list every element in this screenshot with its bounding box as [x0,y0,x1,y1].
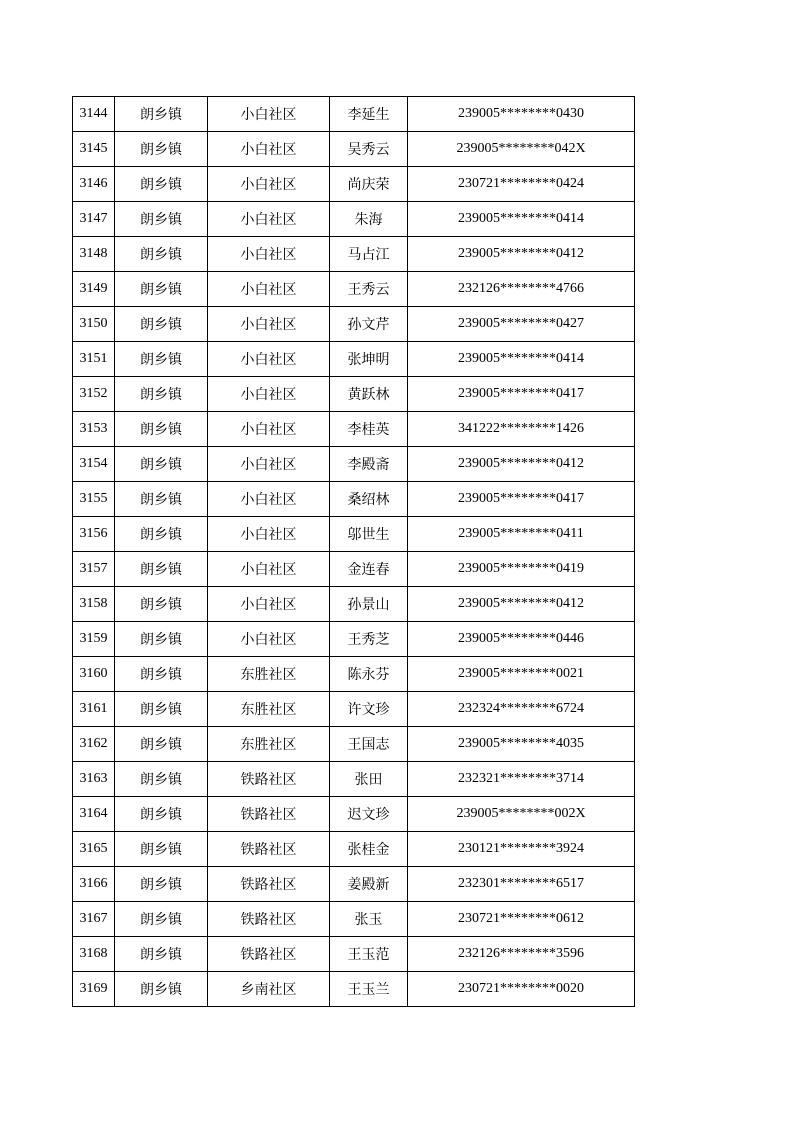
cell-id-number: 230721********0424 [408,167,635,202]
cell-town: 朗乡镇 [115,97,208,132]
cell-id-number: 239005********0414 [408,342,635,377]
cell-town: 朗乡镇 [115,937,208,972]
cell-person-name: 王玉范 [330,937,408,972]
cell-community: 铁路社区 [208,797,330,832]
cell-person-name: 陈永芬 [330,657,408,692]
table-row [73,342,635,377]
cell-person-name: 尚庆荣 [330,167,408,202]
cell-serial-number: 3144 [73,97,115,132]
cell-person-name: 王国志 [330,727,408,762]
cell-person-name: 黄跃林 [330,377,408,412]
table-row [73,692,635,727]
cell-community: 东胜社区 [208,692,330,727]
cell-id-number: 239005********0414 [408,202,635,237]
cell-id-number: 239005********0419 [408,552,635,587]
cell-town: 朗乡镇 [115,272,208,307]
cell-id-number: 232324********6724 [408,692,635,727]
cell-id-number: 230721********0612 [408,902,635,937]
cell-person-name: 张桂金 [330,832,408,867]
cell-person-name: 李延生 [330,97,408,132]
table-row [73,377,635,412]
table-row [73,237,635,272]
cell-serial-number: 3156 [73,517,115,552]
cell-community: 铁路社区 [208,937,330,972]
cell-id-number: 239005********4035 [408,727,635,762]
table-row [73,167,635,202]
cell-community: 铁路社区 [208,867,330,902]
cell-serial-number: 3152 [73,377,115,412]
table-row [73,97,635,132]
table-row [73,552,635,587]
table-row [73,867,635,902]
cell-serial-number: 3154 [73,447,115,482]
cell-town: 朗乡镇 [115,517,208,552]
table-row [73,132,635,167]
cell-community: 小白社区 [208,482,330,517]
cell-serial-number: 3168 [73,937,115,972]
cell-person-name: 桑绍林 [330,482,408,517]
table-row [73,657,635,692]
cell-town: 朗乡镇 [115,692,208,727]
cell-town: 朗乡镇 [115,657,208,692]
cell-serial-number: 3167 [73,902,115,937]
table-row [73,832,635,867]
table-row [73,447,635,482]
table-row [73,902,635,937]
cell-community: 小白社区 [208,132,330,167]
cell-person-name: 李桂英 [330,412,408,447]
cell-community: 乡南社区 [208,972,330,1007]
cell-serial-number: 3146 [73,167,115,202]
cell-community: 东胜社区 [208,727,330,762]
cell-serial-number: 3162 [73,727,115,762]
cell-id-number: 230121********3924 [408,832,635,867]
cell-serial-number: 3148 [73,237,115,272]
cell-community: 小白社区 [208,97,330,132]
cell-community: 小白社区 [208,307,330,342]
cell-serial-number: 3151 [73,342,115,377]
cell-id-number: 239005********0412 [408,587,635,622]
cell-town: 朗乡镇 [115,307,208,342]
cell-person-name: 李殿斋 [330,447,408,482]
cell-person-name: 朱海 [330,202,408,237]
cell-serial-number: 3157 [73,552,115,587]
cell-community: 铁路社区 [208,902,330,937]
cell-id-number: 239005********0411 [408,517,635,552]
cell-id-number: 239005********042X [408,132,635,167]
table-row [73,762,635,797]
cell-community: 小白社区 [208,412,330,447]
cell-id-number: 239005********0427 [408,307,635,342]
cell-serial-number: 3153 [73,412,115,447]
cell-community: 小白社区 [208,622,330,657]
cell-town: 朗乡镇 [115,412,208,447]
cell-id-number: 230721********0020 [408,972,635,1007]
cell-id-number: 239005********0412 [408,237,635,272]
cell-person-name: 迟文珍 [330,797,408,832]
cell-id-number: 239005********0446 [408,622,635,657]
table-row [73,587,635,622]
cell-town: 朗乡镇 [115,167,208,202]
cell-community: 小白社区 [208,167,330,202]
table-row [73,797,635,832]
records-body [73,97,635,1007]
cell-person-name: 孙景山 [330,587,408,622]
cell-town: 朗乡镇 [115,902,208,937]
cell-town: 朗乡镇 [115,447,208,482]
cell-serial-number: 3158 [73,587,115,622]
cell-id-number: 232321********3714 [408,762,635,797]
cell-serial-number: 3147 [73,202,115,237]
cell-town: 朗乡镇 [115,622,208,657]
cell-town: 朗乡镇 [115,342,208,377]
cell-serial-number: 3161 [73,692,115,727]
cell-person-name: 姜殿新 [330,867,408,902]
records-table [72,96,635,1007]
cell-town: 朗乡镇 [115,132,208,167]
cell-community: 小白社区 [208,517,330,552]
table-row [73,272,635,307]
cell-id-number: 239005********0430 [408,97,635,132]
cell-serial-number: 3165 [73,832,115,867]
cell-community: 小白社区 [208,447,330,482]
cell-community: 小白社区 [208,587,330,622]
cell-person-name: 金连春 [330,552,408,587]
cell-person-name: 王秀芝 [330,622,408,657]
cell-town: 朗乡镇 [115,867,208,902]
cell-person-name: 孙文芹 [330,307,408,342]
cell-town: 朗乡镇 [115,482,208,517]
cell-id-number: 341222********1426 [408,412,635,447]
cell-town: 朗乡镇 [115,237,208,272]
cell-serial-number: 3166 [73,867,115,902]
cell-person-name: 王秀云 [330,272,408,307]
cell-id-number: 239005********0417 [408,482,635,517]
cell-town: 朗乡镇 [115,377,208,412]
cell-community: 铁路社区 [208,832,330,867]
cell-town: 朗乡镇 [115,972,208,1007]
cell-town: 朗乡镇 [115,552,208,587]
cell-serial-number: 3150 [73,307,115,342]
table-row [73,622,635,657]
cell-town: 朗乡镇 [115,832,208,867]
cell-serial-number: 3149 [73,272,115,307]
cell-person-name: 张田 [330,762,408,797]
cell-community: 小白社区 [208,377,330,412]
cell-community: 小白社区 [208,272,330,307]
table-row [73,482,635,517]
cell-serial-number: 3155 [73,482,115,517]
cell-community: 小白社区 [208,552,330,587]
table-row [73,202,635,237]
table-row [73,937,635,972]
cell-community: 小白社区 [208,237,330,272]
cell-id-number: 239005********0417 [408,377,635,412]
cell-person-name: 邬世生 [330,517,408,552]
table-row [73,972,635,1007]
cell-id-number: 239005********002X [408,797,635,832]
cell-id-number: 232126********4766 [408,272,635,307]
cell-person-name: 王玉兰 [330,972,408,1007]
cell-serial-number: 3145 [73,132,115,167]
cell-id-number: 232301********6517 [408,867,635,902]
cell-id-number: 239005********0412 [408,447,635,482]
cell-person-name: 张坤明 [330,342,408,377]
cell-community: 东胜社区 [208,657,330,692]
cell-person-name: 吴秀云 [330,132,408,167]
cell-serial-number: 3169 [73,972,115,1007]
cell-id-number: 232126********3596 [408,937,635,972]
cell-serial-number: 3164 [73,797,115,832]
cell-town: 朗乡镇 [115,797,208,832]
cell-id-number: 239005********0021 [408,657,635,692]
cell-serial-number: 3160 [73,657,115,692]
cell-person-name: 许文珍 [330,692,408,727]
cell-serial-number: 3163 [73,762,115,797]
cell-town: 朗乡镇 [115,727,208,762]
cell-town: 朗乡镇 [115,762,208,797]
table-row [73,412,635,447]
cell-community: 铁路社区 [208,762,330,797]
table-row [73,727,635,762]
table-row [73,307,635,342]
cell-town: 朗乡镇 [115,202,208,237]
cell-person-name: 张玉 [330,902,408,937]
cell-person-name: 马占江 [330,237,408,272]
cell-community: 小白社区 [208,202,330,237]
cell-town: 朗乡镇 [115,587,208,622]
cell-community: 小白社区 [208,342,330,377]
cell-serial-number: 3159 [73,622,115,657]
table-row [73,517,635,552]
